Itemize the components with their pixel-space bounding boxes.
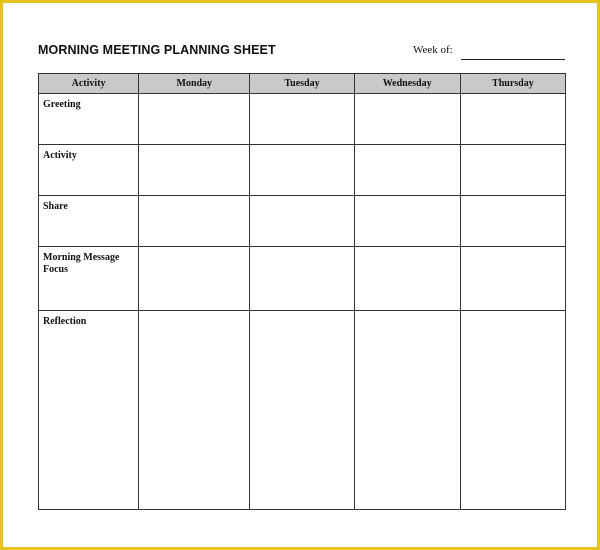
table-cell[interactable] <box>250 247 354 311</box>
column-header-wednesday: Wednesday <box>354 74 460 94</box>
table-cell[interactable] <box>250 94 354 145</box>
header-row <box>39 74 566 94</box>
table-cell[interactable] <box>250 196 354 247</box>
column-header-thursday: Thursday <box>460 74 565 94</box>
table-row-morning-message-focus <box>39 247 566 311</box>
table-cell[interactable] <box>250 311 354 510</box>
table-cell[interactable] <box>139 247 250 311</box>
table-cell[interactable] <box>460 196 565 247</box>
table-cell[interactable] <box>139 311 250 510</box>
table-cell[interactable] <box>139 145 250 196</box>
table-cell[interactable] <box>354 145 460 196</box>
table-cell[interactable] <box>460 145 565 196</box>
table-cell[interactable] <box>139 94 250 145</box>
column-header-tuesday: Tuesday <box>250 74 354 94</box>
row-label-greeting: Greeting <box>39 94 139 145</box>
row-label-share: Share <box>39 196 139 247</box>
table-cell[interactable] <box>460 94 565 145</box>
table-cell[interactable] <box>354 311 460 510</box>
table-cell[interactable] <box>250 145 354 196</box>
column-header-activity: Activity <box>39 74 139 94</box>
table-cell[interactable] <box>354 247 460 311</box>
row-label-activity: Activity <box>39 145 139 196</box>
table-row-greeting <box>39 94 566 145</box>
planning-table <box>38 73 566 510</box>
table-row-activity <box>39 145 566 196</box>
table-row-share <box>39 196 566 247</box>
table-row-reflection <box>39 311 566 510</box>
week-of-field[interactable] <box>461 59 565 60</box>
table-cell[interactable] <box>139 196 250 247</box>
table-cell[interactable] <box>460 247 565 311</box>
column-header-monday: Monday <box>139 74 250 94</box>
row-label-morning-message-focus: Morning Message Focus <box>39 247 139 311</box>
table-cell[interactable] <box>354 94 460 145</box>
row-label-reflection: Reflection <box>39 311 139 510</box>
page-title: MORNING MEETING PLANNING SHEET <box>38 43 276 57</box>
week-of-label: Week of: <box>413 44 453 56</box>
table-cell[interactable] <box>460 311 565 510</box>
table-cell[interactable] <box>354 196 460 247</box>
